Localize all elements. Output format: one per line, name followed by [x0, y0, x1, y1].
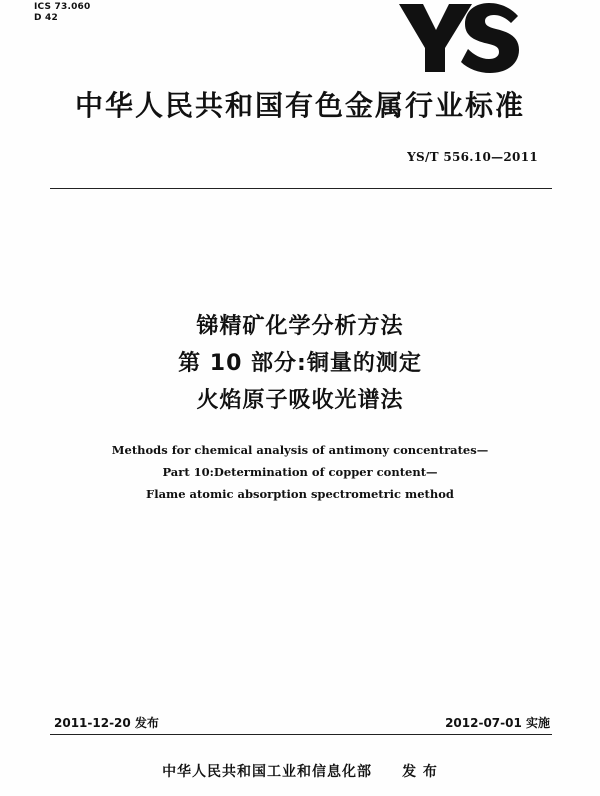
english-title-line-2: Part 10:Determination of copper content—: [162, 465, 438, 479]
footer-divider: [50, 734, 552, 735]
implementation-date: 2012-07-01 实施: [445, 716, 550, 730]
issue-label: 发 布: [402, 764, 438, 780]
english-title-line-3: Flame atomic absorption spectrometric method: [146, 487, 454, 501]
ccs-code: D 42: [34, 13, 58, 23]
chinese-title-line-2: 第 10 部分:铜量的测定: [178, 351, 422, 376]
issue-date: 2011-12-20 发布: [54, 716, 159, 730]
header-divider: [50, 188, 552, 189]
chinese-title-line-1: 锑精矿化学分析方法: [196, 314, 404, 339]
standard-number: YS/T 556.10—2011: [407, 150, 538, 164]
ics-code: ICS 73.060: [34, 2, 91, 12]
english-title-line-1: Methods for chemical analysis of antimony concentrates—: [111, 443, 489, 457]
organization-title: 中华人民共和国有色金属行业标准: [74, 89, 525, 122]
issuer-name: 中华人民共和国工业和信息化部: [162, 764, 373, 780]
classification-codes: [34, 2, 90, 24]
ys-logo: [397, 2, 521, 74]
chinese-title-line-3: 火焰原子吸收光谱法: [196, 388, 404, 413]
issuing-authority: [0, 763, 600, 781]
